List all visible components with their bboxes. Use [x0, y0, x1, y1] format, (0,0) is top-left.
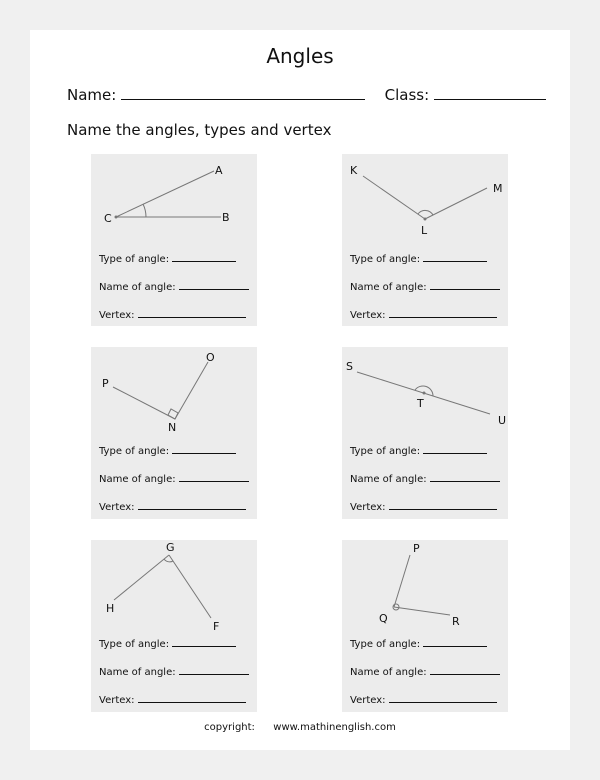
field-vertex [350, 307, 497, 321]
angle-card-6 [342, 540, 508, 712]
point-label-p: P [413, 542, 420, 555]
angle-card-2 [342, 154, 508, 326]
angle-diagram-pqr [342, 540, 508, 630]
website-link[interactable]: www.mathinenglish.com [273, 722, 396, 733]
angle-card-1 [91, 154, 257, 326]
angle-card-5 [91, 540, 257, 712]
type-blank[interactable] [172, 251, 236, 262]
point-label-g: G [166, 541, 175, 554]
field-vertex [99, 307, 246, 321]
point-label-f: F [213, 620, 220, 633]
point-label-u: U [498, 414, 507, 427]
field-name [99, 471, 249, 485]
name-of-angle-blank[interactable] [179, 279, 249, 290]
vertex-label: Vertex: [350, 310, 386, 321]
class-label: Class: [384, 86, 430, 104]
copyright-label: copyright: [204, 722, 255, 733]
field-vertex [350, 692, 497, 706]
ray-np [113, 387, 175, 419]
vertex-blank[interactable] [138, 307, 246, 318]
page-title: Angles [266, 44, 334, 68]
vertex-label: Vertex: [350, 695, 386, 706]
name-of-angle-blank[interactable] [430, 664, 500, 675]
point-label-n: N [168, 421, 177, 434]
type-label: Type of angle: [350, 446, 421, 457]
instructions: Name the angles, types and vertex [67, 121, 332, 139]
field-type [99, 443, 236, 457]
point-label-q: Q [379, 612, 388, 625]
name-of-angle-blank[interactable] [179, 471, 249, 482]
field-vertex [99, 499, 246, 513]
point-label-k: K [350, 164, 358, 177]
field-type [99, 636, 236, 650]
ray-ca [116, 171, 214, 217]
field-type [99, 251, 236, 265]
angle-diagram-onp [91, 347, 257, 437]
name-of-angle-blank[interactable] [179, 664, 249, 675]
point-label-b: B [222, 211, 230, 224]
field-vertex [350, 499, 497, 513]
type-label: Type of angle: [350, 254, 421, 265]
field-type [350, 443, 487, 457]
class-blank[interactable] [434, 85, 546, 100]
field-type [350, 251, 487, 265]
point-label-c: C [104, 212, 112, 225]
footer [0, 722, 600, 733]
name-class-line [67, 85, 546, 104]
name-of-angle-label: Name of angle: [350, 667, 427, 678]
name-of-angle-label: Name of angle: [99, 474, 176, 485]
vertex-label: Vertex: [99, 310, 135, 321]
vertex-point [115, 216, 118, 219]
angle-diagram-klm [342, 154, 508, 244]
angle-card-4 [342, 347, 508, 519]
angle-arc [143, 204, 146, 217]
field-type [350, 636, 487, 650]
type-label: Type of angle: [350, 639, 421, 650]
ray-qr [394, 607, 450, 615]
angle-arc [418, 210, 433, 215]
field-name [350, 471, 500, 485]
type-label: Type of angle: [99, 254, 170, 265]
name-blank[interactable] [121, 85, 365, 100]
type-label: Type of angle: [99, 446, 170, 457]
vertex-point [423, 392, 426, 395]
angle-diagram-hgf [91, 540, 257, 633]
type-label: Type of angle: [99, 639, 170, 650]
name-of-angle-blank[interactable] [430, 471, 500, 482]
type-blank[interactable] [172, 636, 236, 647]
vertex-blank[interactable] [138, 692, 246, 703]
type-blank[interactable] [423, 251, 487, 262]
field-vertex [99, 692, 246, 706]
vertex-blank[interactable] [389, 307, 497, 318]
angle-diagram-stu [342, 347, 508, 437]
angle-diagram-acb [91, 154, 257, 244]
point-label-s: S [346, 360, 353, 373]
ray-no [175, 362, 208, 419]
point-label-t: T [417, 397, 424, 410]
point-label-p: P [102, 377, 109, 390]
ray-gf [169, 555, 211, 618]
type-blank[interactable] [423, 636, 487, 647]
type-blank[interactable] [172, 443, 236, 454]
ray-lk [363, 176, 425, 219]
point-label-m: M [493, 182, 503, 195]
field-name [99, 664, 249, 678]
point-label-o: O [206, 351, 215, 364]
vertex-label: Vertex: [350, 502, 386, 513]
ray-qp [394, 555, 410, 607]
name-of-angle-blank[interactable] [430, 279, 500, 290]
vertex-point [424, 218, 427, 221]
point-label-h: H [106, 602, 115, 615]
point-label-a: A [215, 164, 223, 177]
field-name [350, 664, 500, 678]
vertex-label: Vertex: [99, 695, 135, 706]
name-of-angle-label: Name of angle: [99, 667, 176, 678]
vertex-blank[interactable] [389, 499, 497, 510]
ray-gh [114, 555, 169, 600]
point-label-l: L [421, 224, 428, 237]
point-label-r: R [452, 615, 460, 628]
name-label: Name: [67, 86, 117, 104]
ray-lm [425, 188, 487, 219]
right-angle-mark [168, 409, 178, 419]
type-blank[interactable] [423, 443, 487, 454]
angle-card-3 [91, 347, 257, 519]
field-name [350, 279, 500, 293]
name-of-angle-label: Name of angle: [350, 474, 427, 485]
name-of-angle-label: Name of angle: [350, 282, 427, 293]
vertex-blank[interactable] [389, 692, 497, 703]
vertex-blank[interactable] [138, 499, 246, 510]
field-name [99, 279, 249, 293]
name-of-angle-label: Name of angle: [99, 282, 176, 293]
vertex-label: Vertex: [99, 502, 135, 513]
